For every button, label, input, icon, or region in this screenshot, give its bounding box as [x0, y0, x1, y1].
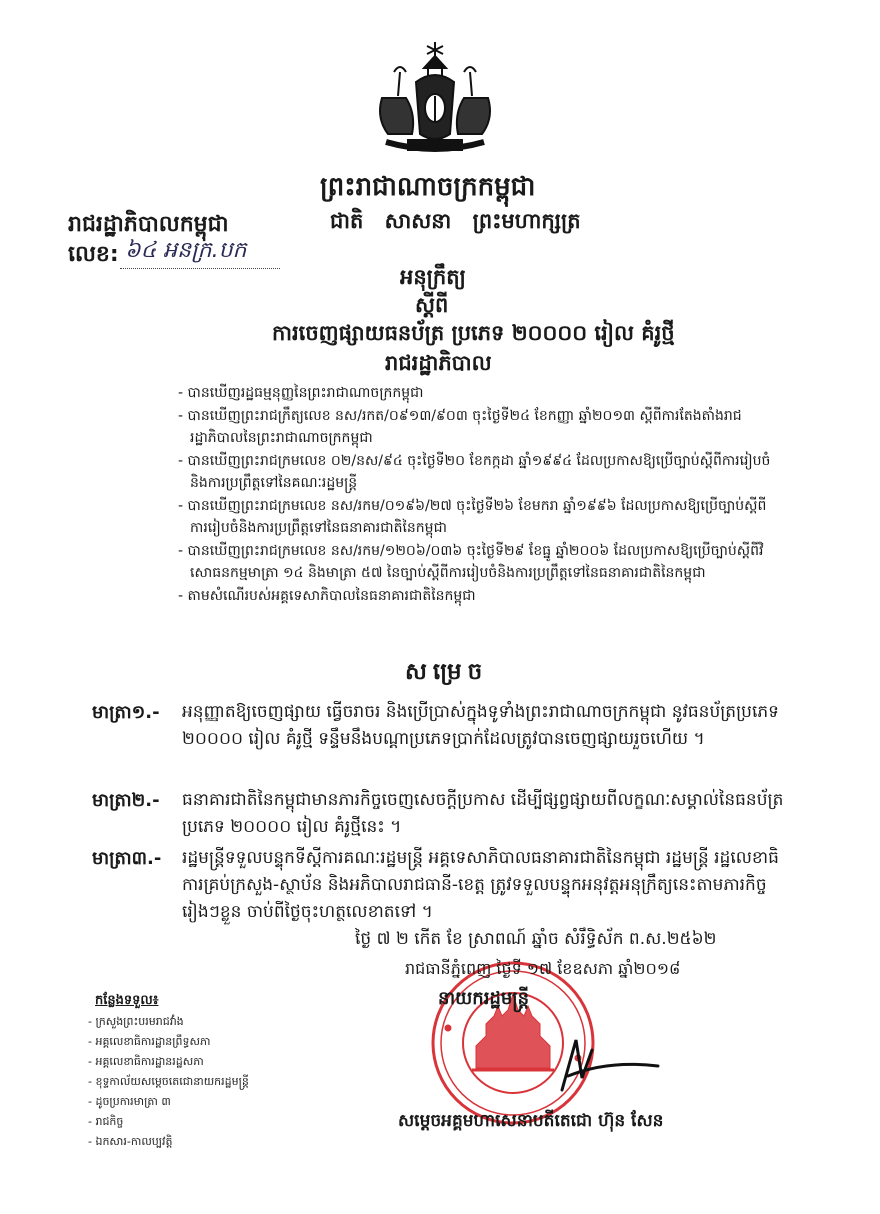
decree-subject: ការចេញផ្សាយធនប័ត្រ ប្រភេទ ២០០០០ រៀល គំរូថ្មី: [272, 321, 675, 345]
ministry-name: រាជរដ្ឋាភិបាលកម្ពុជា: [68, 212, 229, 237]
article-3-text: រដ្ឋមន្ត្រីទទួលបន្ទុកទីស្ដីការគណៈរដ្ឋមន្ត្រី អគ្គទេសាភិបាលធនាគារជាតិនៃកម្ពុជា រដ្ឋមន្ត្រី រដ្ឋលេខាធិការគ្រប់ក្រសួង-ស្ថាប័ន និងអភិបាលរាជធានី-ខេត្ត ត្រូវទទួលបន្ទុកអនុវត្តអនុក្រឹត្យនេះតាមភារកិច្ចរៀងៗខ្លួន ចាប់ពីថ្ងៃចុះហត្ថលេខាតទៅ ។: [182, 848, 779, 922]
list-item: - បានឃើញរដ្ឋធម្មនុញ្ញនៃព្រះរាជាណាចក្រកម្ពុជា: [178, 385, 424, 401]
list-item: - បានឃើញព្រះរាជក្រមលេខ នស/រកម/០១៩៦/២៧ ចុះថ្ងៃទី២៦ ខែមករា ឆ្នាំ១៩៩៦ ដែលប្រកាសឱ្យប្រើច្បាប់ស្ដីពីការរៀបចំនិងការប្រព្រឹត្តទៅនៃធនាគារជាតិនៃកម្ពុជា: [178, 497, 767, 536]
article-2-text: ធនាគារជាតិនៃកម្ពុជាមានភារកិច្ចចេញសេចក្ដីប្រកាស ដើម្បីផ្សព្វផ្សាយពីលក្ខណៈសម្គាល់នៃធនប័ត្រប្រភេទ ២០០០០ រៀល គំរូថ្មីនេះ ។: [182, 790, 784, 837]
list-item: - តាមសំណើរបស់អគ្គទេសាភិបាលនៃធនាគារជាតិនៃកម្ពុជា: [178, 587, 476, 604]
signatory-title: នាយករដ្ឋមន្ត្រី: [438, 988, 530, 1009]
reference-label: លេខ:: [68, 242, 119, 267]
royal-coat-of-arms-icon: [372, 38, 498, 162]
recipients-title: កន្លែងទទួល៖: [95, 993, 159, 1008]
list-item: - បានឃើញព្រះរាជក្រឹត្យលេខ នស/រកត/០៩១៣/៩០៣ ចុះថ្ងៃទី២៤ ខែកញ្ញា ឆ្នាំ២០១៣ ស្ដីពីការតែងតាំងរាជរដ្ឋាភិបាលនៃព្រះរាជាណាចក្រកម្ពុជា: [178, 407, 742, 446]
reference-underline: [120, 268, 280, 269]
signatory-name: សម្ដេចអគ្គមហាសេនាបតីតេជោ ហ៊ុន សែន: [398, 1111, 664, 1131]
list-item: - ឯកសារ-កាលប្បវត្តិ: [88, 1135, 173, 1148]
article-1-label: មាត្រា១.-: [92, 702, 160, 723]
list-item: - ដូចប្រការមាត្រា ៣: [88, 1095, 171, 1108]
recipients-list: [88, 1012, 328, 1152]
lunar-date: ថ្ងៃ ៧ ២ កើត ខែ ស្រាពណ៍ ឆ្នាំច សំរឹទ្ធិស័ក ព.ស.២៥៦២: [355, 929, 717, 949]
list-item: - អគ្គលេខាធិការដ្ឋានរដ្ឋសភា: [88, 1055, 204, 1068]
reference-number: ៦៤ អនក្រ.បក: [125, 238, 247, 263]
motto-religion: សាសនា: [384, 209, 452, 233]
article-3-label: មាត្រា៣.-: [92, 848, 162, 869]
list-item: - អគ្គលេខាធិការដ្ឋានព្រឹទ្ធសភា: [88, 1035, 211, 1048]
article-2-label: មាត្រា២.-: [92, 790, 160, 811]
list-item: - រាជកិច្ច: [88, 1115, 124, 1128]
list-item: - បានឃើញព្រះរាជក្រមលេខ ០២/នស/៩៤ ចុះថ្ងៃទី២០ ខែកក្កដា ឆ្នាំ១៩៩៤ ដែលប្រកាសឱ្យប្រើច្បាប់ស្ដីពីការរៀបចំនិងការប្រព្រឹត្តទៅនៃគណៈរដ្ឋមន្ត្រី: [178, 452, 771, 491]
list-item: - ក្រសួងព្រះបរមរាជវាំង: [88, 1015, 184, 1028]
considerations-list: [178, 382, 778, 607]
article-1-text: អនុញ្ញាតឱ្យចេញផ្សាយ ធ្វើចរាចរ និងប្រើប្រាស់ក្នុងទូទាំងព្រះរាជាណាចក្រកម្ពុជា នូវធនប័ត្រប្រភេទ ២០០០០ រៀល គំរូថ្មី ទន្ទឹមនឹងបណ្ដាប្រភេទប្រាក់ដែលត្រូវបានចេញផ្សាយរួចហើយ ។: [182, 702, 779, 749]
document-type: អនុក្រឹត្យ: [400, 265, 466, 289]
subject-label: ស្ដីពី: [415, 293, 449, 317]
motto-nation: ជាតិ: [330, 209, 364, 233]
motto-king: ព្រះមហាក្សត្រ: [472, 209, 581, 233]
decision-heading: សម្រេច: [405, 659, 489, 685]
national-motto: [330, 208, 581, 239]
place-and-date: រាជធានីភ្នំពេញ ថ្ងៃទី ១៧ ខែឧសភា ឆ្នាំ២០១៨: [405, 959, 681, 978]
handwritten-signature-icon: [548, 1020, 668, 1100]
list-item: - ខុទ្ទកាល័យសម្ដេចតេជោនាយករដ្ឋមន្ត្រី: [88, 1075, 249, 1088]
list-item: - បានឃើញព្រះរាជក្រមលេខ នស/រកម/១២០៦/០៣៦ ចុះថ្ងៃទី២៩ ខែធ្នូ ឆ្នាំ២០០៦ ដែលប្រកាសឱ្យប្រើច្បាប់ស្ដីពីវិសោធនកម្មមាត្រា ១៤ និងមាត្រា ៥៧ នៃច្បាប់ស្ដីពីការរៀបចំនិងការប្រព្រឹត្តទៅនៃធនាគារជាតិនៃកម្ពុជា: [178, 542, 764, 581]
government-heading: រាជរដ្ឋាភិបាល: [385, 351, 492, 375]
kingdom-title: ព្រះរាជាណាចក្រកម្ពុជា: [320, 172, 536, 202]
